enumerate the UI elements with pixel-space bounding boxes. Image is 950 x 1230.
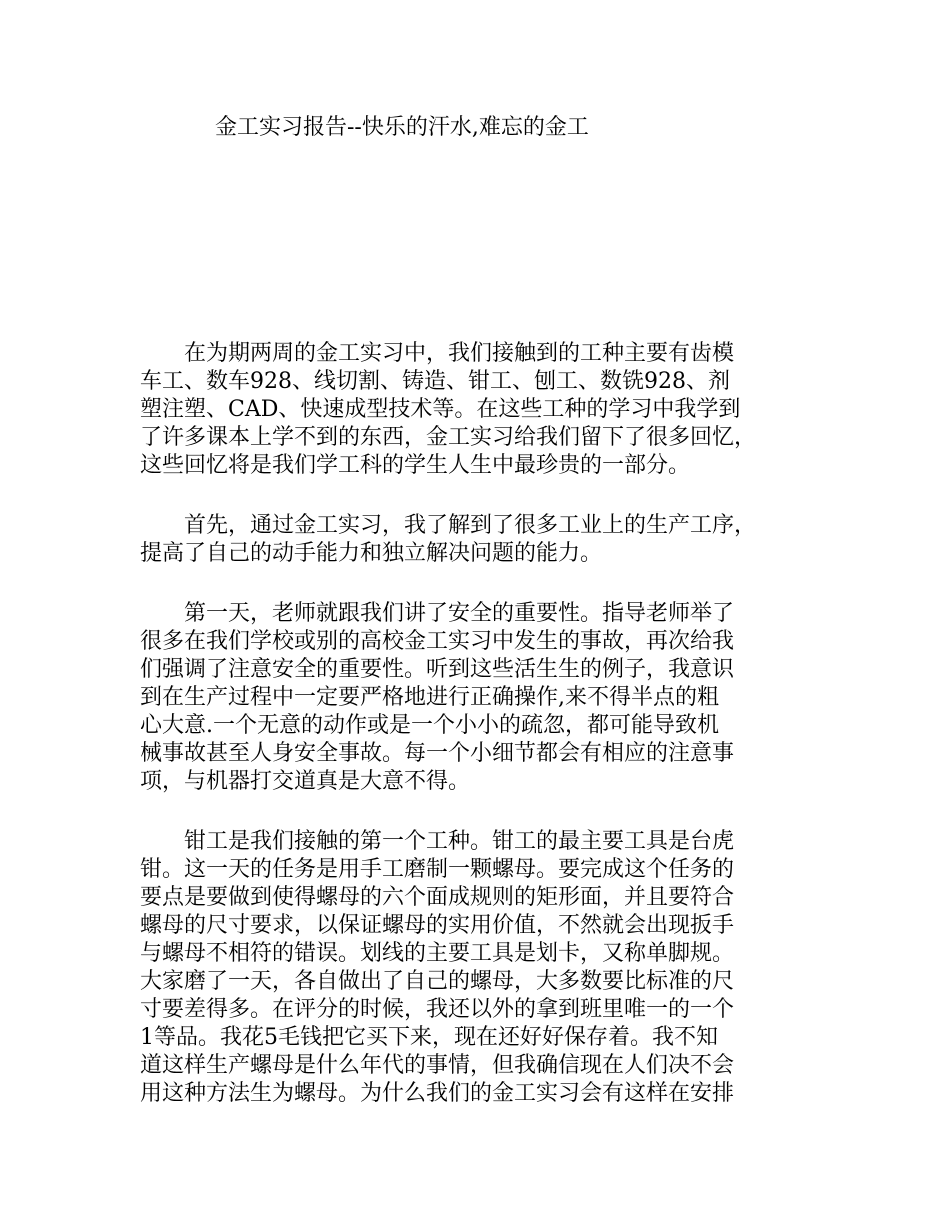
text-line: 械事故甚至人身安全事故。每一个小细节都会有相应的注意事 — [140, 741, 735, 766]
text-line: 提高了自己的动手能力和独立解决问题的能力。 — [140, 541, 603, 566]
text-line: 要点是要做到使得螺母的六个面成规则的矩形面，并且要符合 — [140, 885, 735, 910]
text-line: 大家磨了一天，各自做出了自己的螺母，大多数要比标准的尺 — [140, 969, 735, 994]
document-body — [140, 340, 820, 1140]
text-line: 寸要差得多。在评分的时候，我还以外的拿到班里唯一的一个 — [140, 997, 735, 1022]
text-line: 钳工是我们接触的第一个工种。钳工的最主要工具是台虎 — [140, 829, 735, 854]
text-line: 车工、数车928、线切割、铸造、钳工、刨工、数铣928、剂 — [140, 369, 730, 394]
text-line: 心大意.一个无意的动作或是一个小小的疏忽，都可能导致机 — [140, 713, 719, 738]
text-line: 第一天，老师就跟我们讲了安全的重要性。指导老师举了 — [140, 601, 735, 626]
text-line: 1等品。我花5毛钱把它买下来，现在还好好保存着。我不知 — [140, 1025, 718, 1050]
text-line: 们强调了注意安全的重要性。听到这些活生生的例子，我意识 — [140, 657, 735, 682]
text-line: 这些回忆将是我们学工科的学生人生中最珍贵的一部分。 — [140, 453, 691, 478]
text-line: 与螺母不相符的错误。划线的主要工具是划卡，又称单脚规。 — [140, 941, 735, 966]
paragraph-4 — [140, 828, 820, 1108]
text-line: 首先，通过金工实习，我了解到了很多工业上的生产工序， — [140, 513, 757, 538]
text-line: 了许多课本上学不到的东西，金工实习给我们留下了很多回忆， — [140, 425, 757, 450]
paragraph-3 — [140, 600, 820, 796]
paragraph-2 — [140, 512, 820, 568]
text-line: 项，与机器打交道真是大意不得。 — [140, 769, 471, 794]
document-title: 金工实习报告--快乐的汗水,难忘的金工 — [215, 115, 589, 140]
text-line: 钳。这一天的任务是用手工磨制一颗螺母。要完成这个任务的 — [140, 857, 735, 882]
paragraph-1 — [140, 340, 820, 480]
text-line: 到在生产过程中一定要严格地进行正确操作,来不得半点的粗 — [140, 685, 719, 710]
text-line: 螺母的尺寸要求，以保证螺母的实用价值，不然就会出现扳手 — [140, 913, 735, 938]
text-line: 用这种方法生为螺母。为什么我们的金工实习会有这样在安排 — [140, 1081, 735, 1106]
text-line: 在为期两周的金工实习中，我们接触到的工种主要有齿模 — [140, 341, 735, 366]
text-line: 塑注塑、CAD、快速成型技术等。在这些工种的学习中我学到 — [140, 397, 741, 422]
text-line: 很多在我们学校或别的高校金工实习中发生的事故，再次给我 — [140, 629, 735, 654]
text-line: 道这样生产螺母是什么年代的事情，但我确信现在人们决不会 — [140, 1053, 735, 1078]
